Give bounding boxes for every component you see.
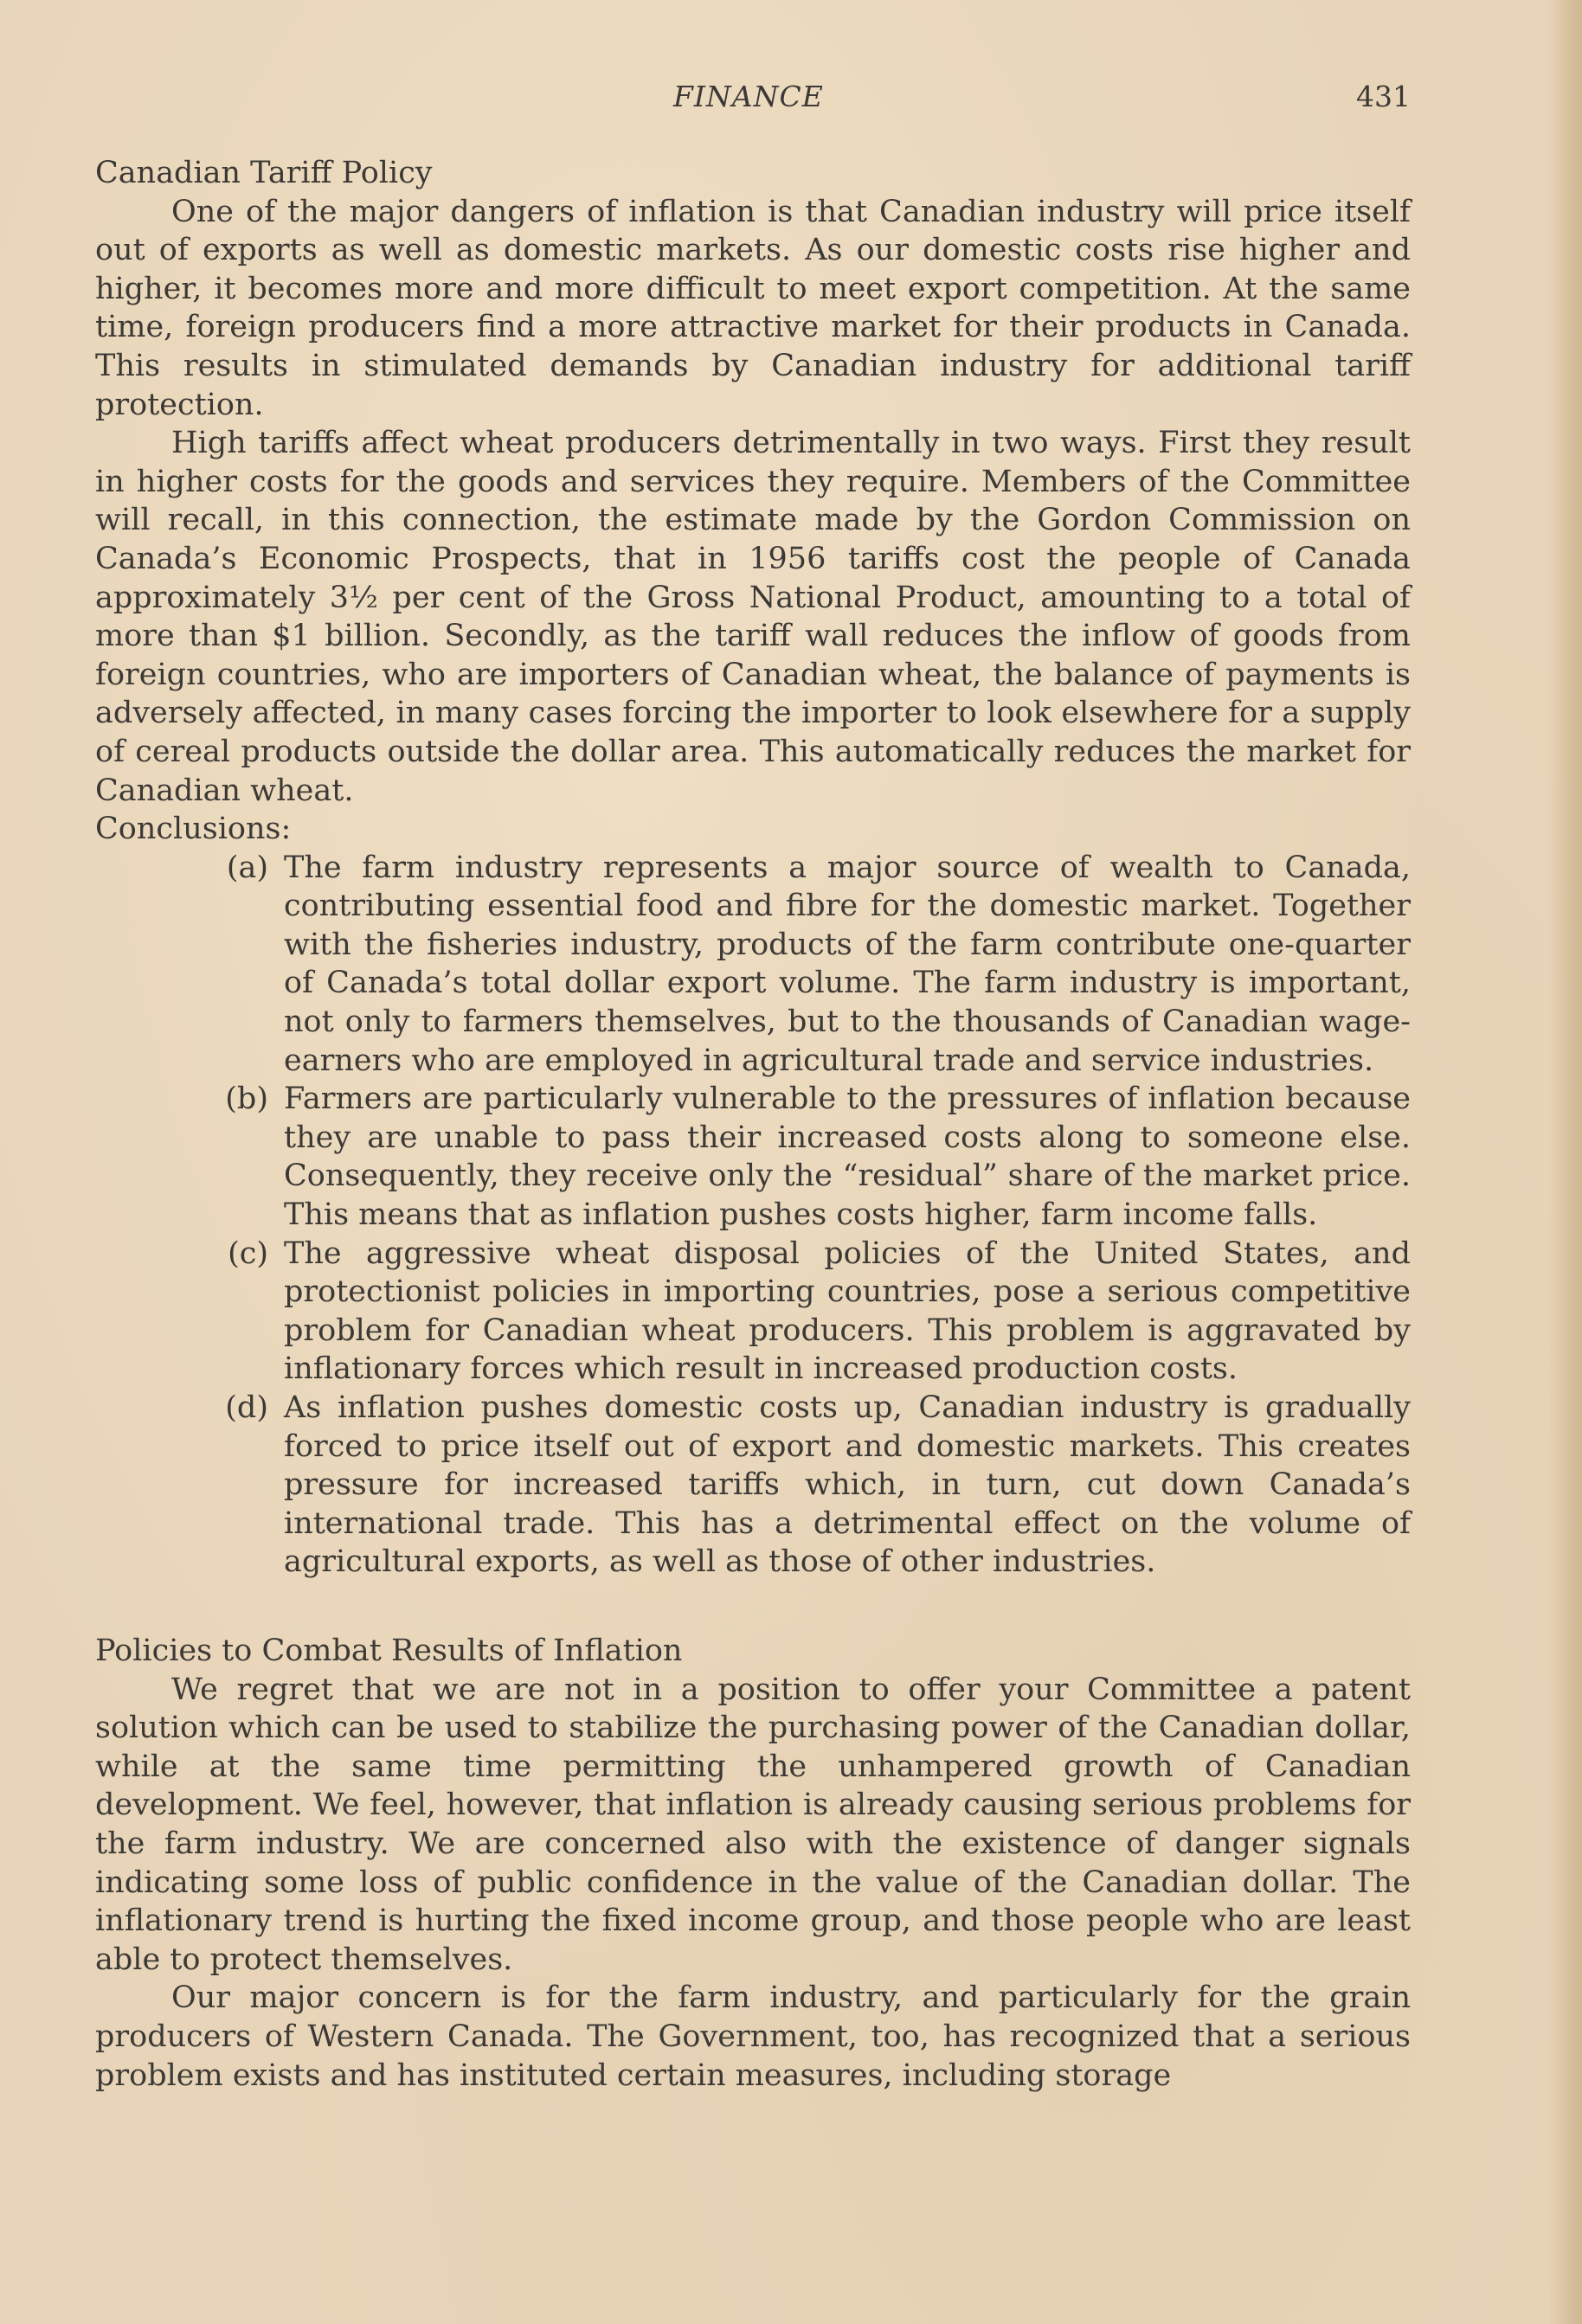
section-heading-combat-inflation: Policies to Combat Results of Inflation bbox=[95, 1633, 683, 1668]
conclusion-item-c bbox=[95, 1235, 1411, 1389]
conclusion-label: (b) bbox=[225, 1082, 268, 1117]
running-header-title: FINANCE bbox=[673, 80, 824, 113]
conclusions-heading: Conclusions: bbox=[95, 812, 292, 847]
paragraph: High tariffs affect wheat producers detrimentally in two ways. First they result in higher costs for the goods and services they require. Members of the Committee will recall, in this connection, the estimate made by the Gordon Commission on Canada’s Economic Prospects, that in 1956 tariffs cost the people of Canada approximately 3½ per cent of the Gross National Product, amounting to a total of more than $1 billion. Secondly, as the tariff wall reduces the inflow of goods from foreign countries, who are importers of Canadian wheat, the balance of payments is adversely affected, in many cases forcing the importer to look elsewhere for a supply of cereal products outside the dollar area. This automatically reduces the market for Canadian wheat. bbox=[95, 426, 1411, 808]
conclusions-list bbox=[95, 849, 1411, 1582]
conclusion-item-d bbox=[95, 1389, 1411, 1582]
conclusion-item-b bbox=[95, 1080, 1411, 1234]
conclusion-item-a bbox=[95, 849, 1411, 1081]
page-number: 431 bbox=[1356, 80, 1411, 113]
conclusion-label: (d) bbox=[225, 1390, 268, 1425]
conclusion-label: (a) bbox=[226, 850, 268, 885]
section-heading-tariff-policy: Canadian Tariff Policy bbox=[95, 156, 433, 190]
running-header bbox=[95, 80, 1411, 123]
paragraph: We regret that we are not in a position to offer your Committee a patent solution which can be used to stabilize the purchasing power of the Canadian dollar, while at the same time permitting the unhampered growth of Canadian development. We feel, however, that inflation is already causing serious problems for the farm industry. We are concerned also with the existence of danger signals indicating some loss of public confidence in the value of the Canadian dollar. The inflationary trend is hurting the fixed income group, and those people who are least able to protect themselves. bbox=[95, 1672, 1411, 1977]
conclusion-text: As inflation pushes domestic costs up, Canadian industry is gradually forced to price itself out of export and domestic markets. This creates pressure for increased tariffs which, in turn, cut down Canada’s international trade. This has a detrimental effect on the volume of agricultural exports, as well as those of other industries. bbox=[284, 1390, 1411, 1580]
section-spacer bbox=[95, 1582, 1411, 1632]
paragraph: Our major concern is for the farm industry, and particularly for the grain producers of Western Canada. The Government, too, has recognized that a serious problem exists and has instituted certain measures, including storage bbox=[95, 1981, 1411, 2093]
conclusion-text: The aggressive wheat disposal policies of the United States, and protectionist policies in importing countries, pose a serious competitive problem for Canadian wheat producers. This problem is aggravated by inflationary forces which result in increased production costs. bbox=[284, 1236, 1411, 1387]
paragraph: One of the major dangers of inflation is that Canadian industry will price itself out of exports as well as domestic markets. As our domestic costs rise higher and higher, it becomes more and more difficult to meet export competition. At the same time, foreign producers find a more attractive market for their products in Canada. This results in stimulated demands by Canadian industry for additional tariff protection. bbox=[95, 194, 1411, 422]
conclusion-text: Farmers are particularly vulnerable to the pressures of inflation because they are unable to pass their increased costs along to someone else. Consequently, they receive only the “residual” share of the market price. This means that as inflation pushes costs higher, farm income falls. bbox=[284, 1082, 1411, 1233]
conclusion-text: The farm industry represents a major source of wealth to Canada, contributing essential food and fibre for the domestic market. Together with the fisheries industry, products of the farm contribute one-quarter of Canada’s total dollar export volume. The farm industry is important, not only to farmers themselves, but to the thousands of Canadian wage-earners who are employed in agricultural trade and service industries. bbox=[284, 850, 1411, 1078]
conclusion-label: (c) bbox=[228, 1236, 268, 1271]
page-body bbox=[95, 154, 1411, 2095]
page-edge-shadow bbox=[1547, 0, 1582, 2324]
